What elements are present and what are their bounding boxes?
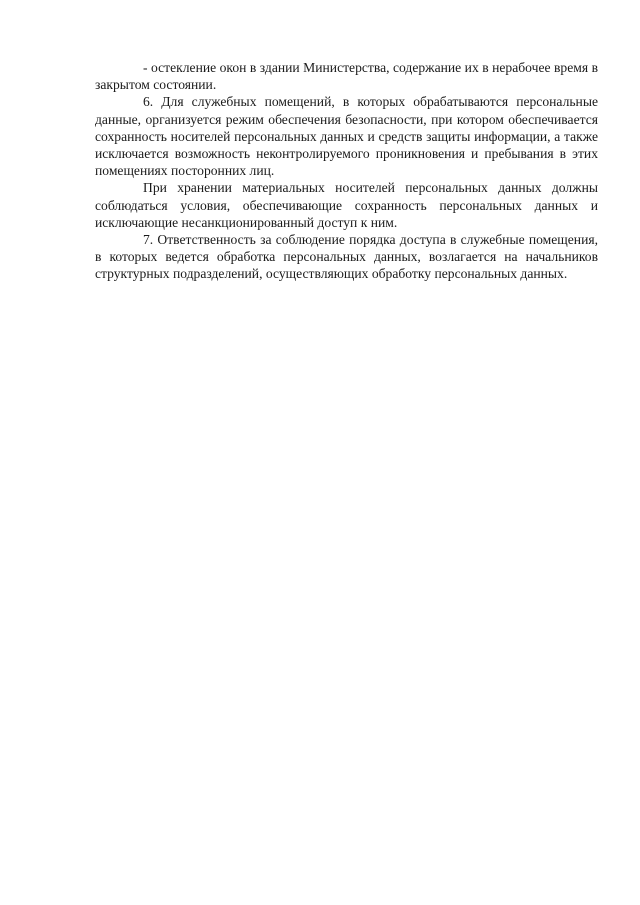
paragraph-storage-conditions: При хранении материальных носителей персональных данных должны соблюдаться условия, обеспечивающие сохранность персональных данных и исключающие несанкционированный доступ к ним. [95, 180, 598, 230]
document-body [95, 59, 598, 283]
paragraph-item-7-responsibility: 7. Ответственность за соблюдение порядка доступа в служебные помещения, в которых ведется обработка персональных данных, возлагается на начальников структурных подразделений, осуществляющих обработку персональных данных. [95, 232, 598, 282]
paragraph-window-glazing: - остекление окон в здании Министерства, содержание их в нерабочее время в закрытом состоянии. [95, 60, 598, 93]
paragraph-item-6-security-regime: 6. Для служебных помещений, в которых обрабатываются персональные данные, организуется режим обеспечения безопасности, при котором обеспечивается сохранность носителей персональных данных и средств защиты информации, а также исключается возможность неконтролируемого проникновения и пребывания в этих помещениях посторонних лиц. [95, 94, 598, 179]
